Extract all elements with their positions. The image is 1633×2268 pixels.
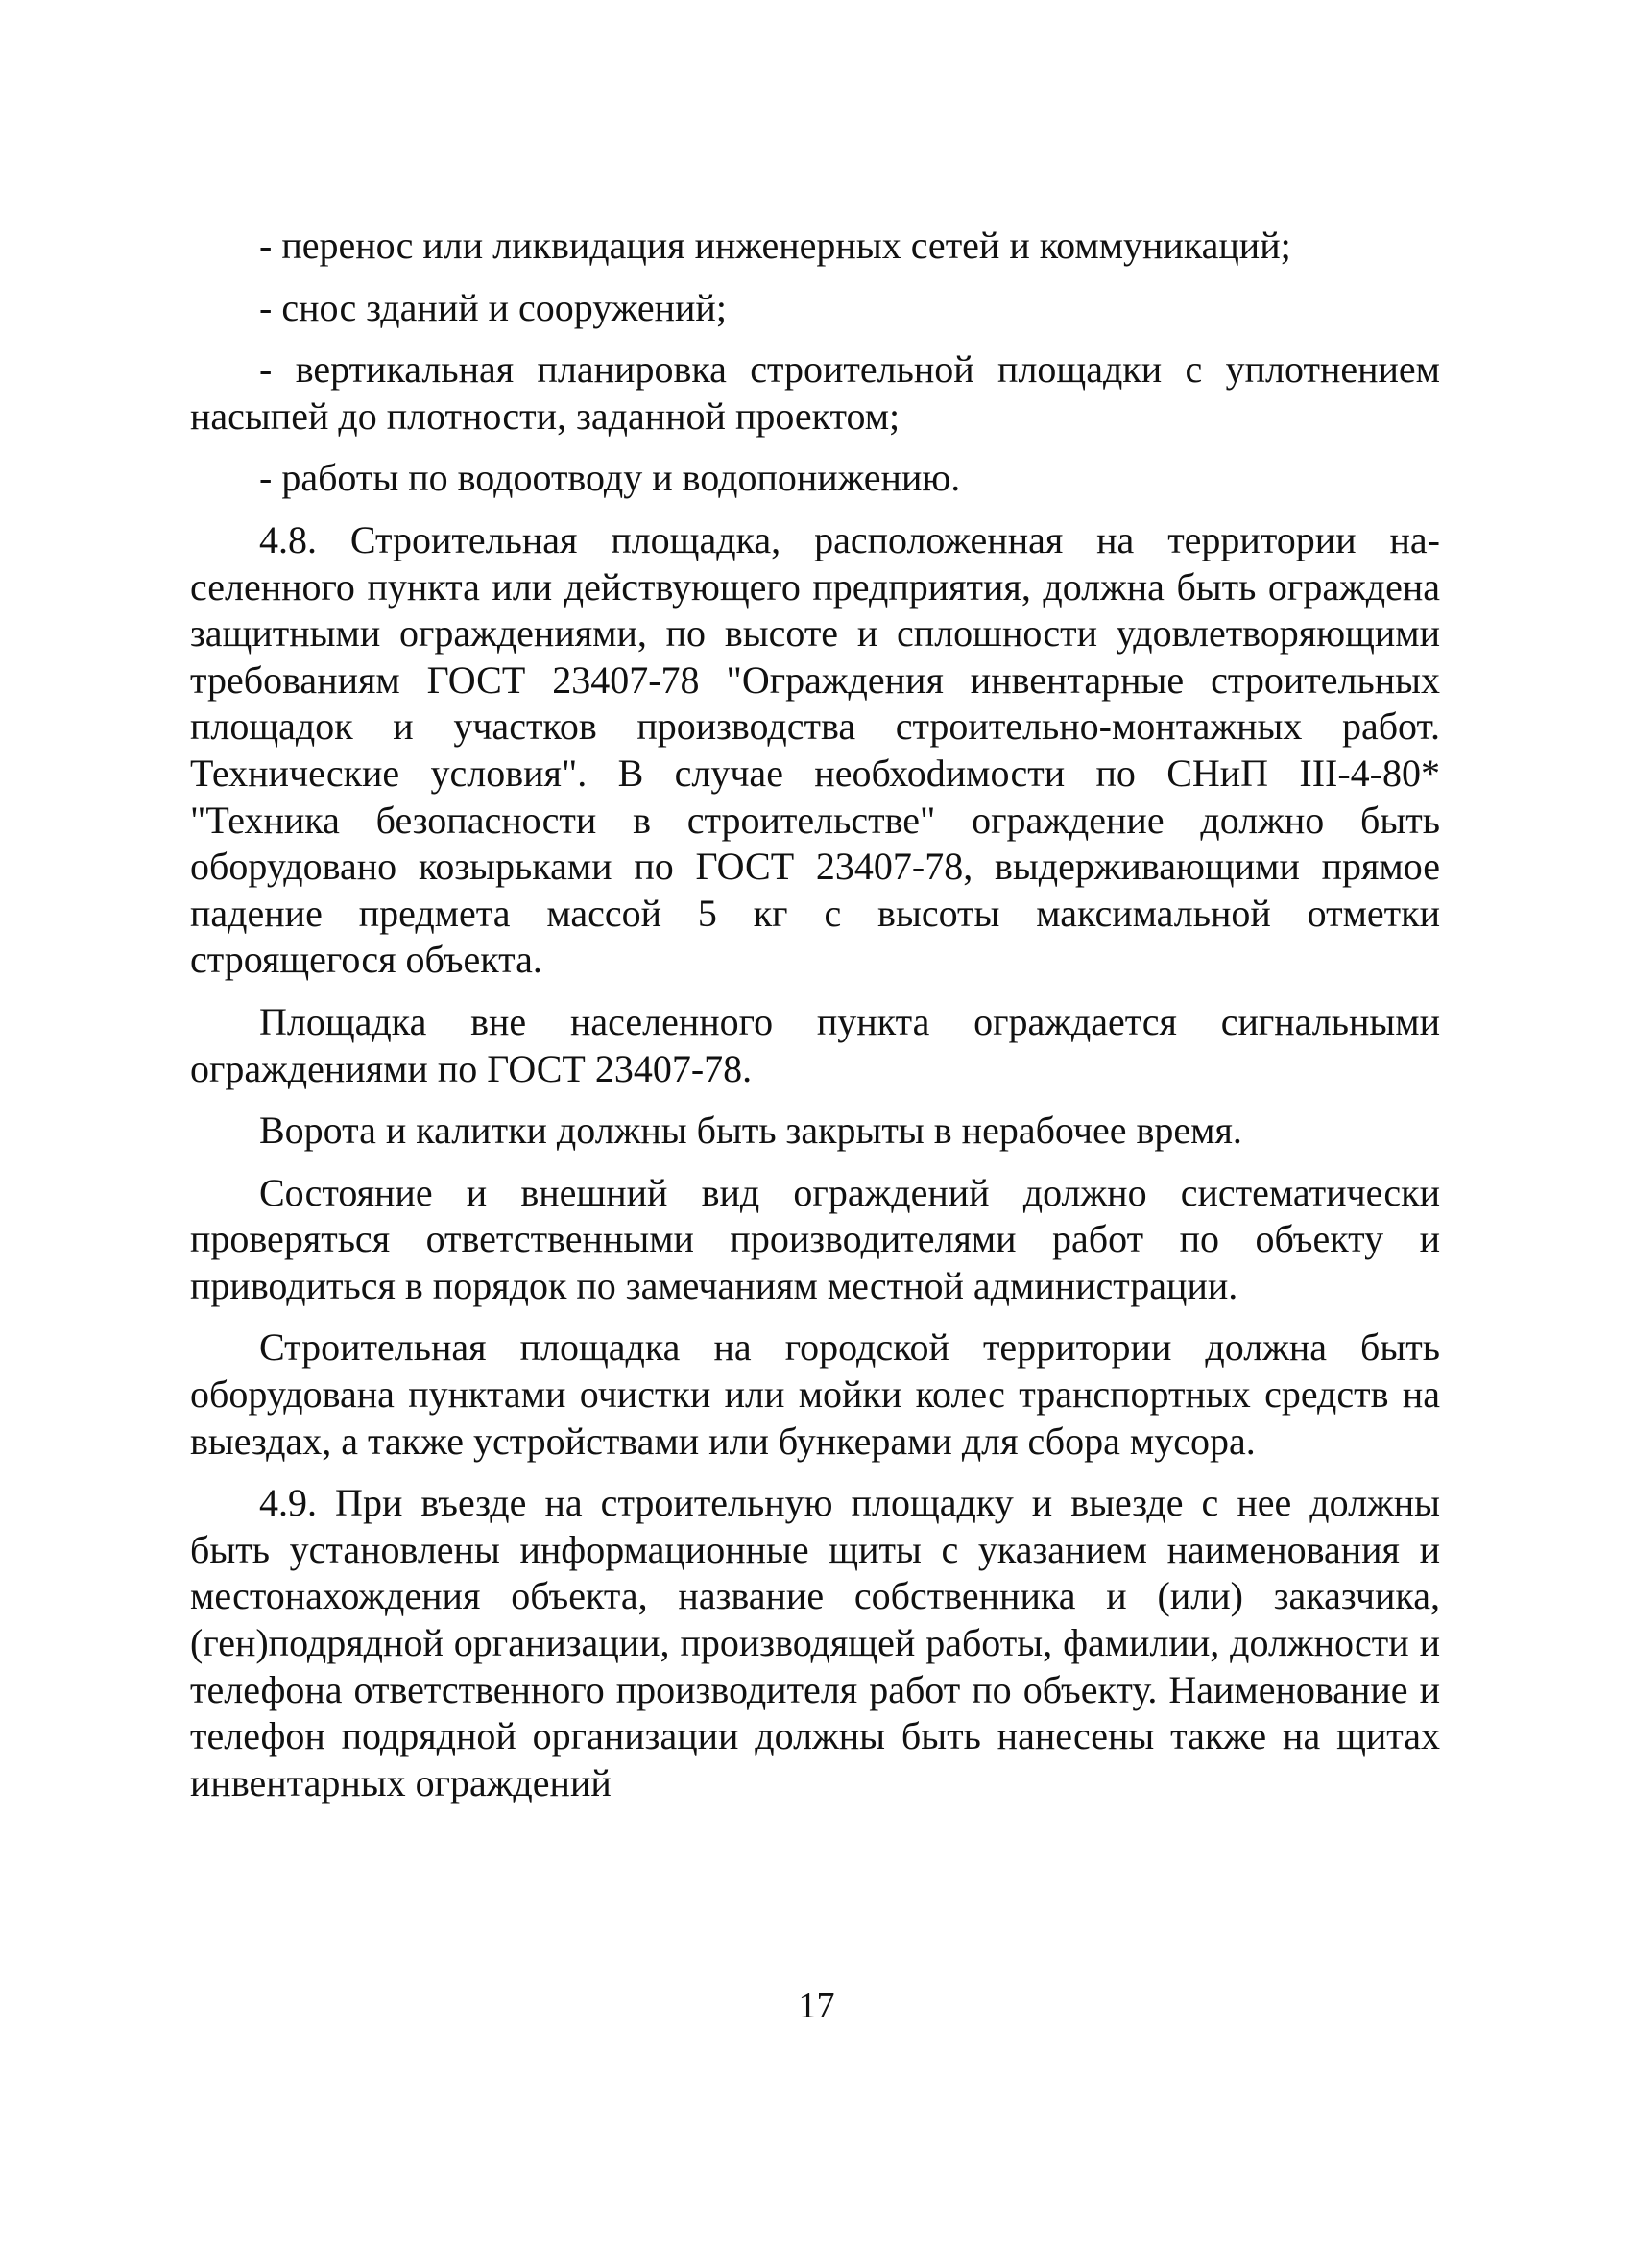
list-item-drainage: - работы по водоотводу и водопонижению. (259, 456, 961, 500)
paragraph-gates: Ворота и калитки должны быть закрыты в нерабочее время. (259, 1109, 1242, 1153)
page-number: 17 (798, 1986, 835, 2026)
paragraph-signal-fencing: Площадка вне населенного пункта ограждается сигнальными ограждениями по ГОСТ 23407-78. (190, 999, 1440, 1090)
list-item-demolition: - снос зданий и сооружений; (259, 285, 727, 329)
body-text (190, 223, 1440, 1822)
list-item-vertical-planning: - вертикальная планировка строительной площадки с уплотнением насыпей до плотности, заданной проектом; (190, 347, 1440, 438)
paragraph-wheel-washing: Строительная площадка на городской территории должна быть оборудована пунктами очистки или мойки колес транспортных средств на выездах, а также устройствами или бункерами для сбора мусора. (190, 1325, 1440, 1463)
paragraph-4-9-info-boards: 4.9. При въезде на строительную площадку и выезде с нее должны быть установлены информационные щиты с указанием наименования и местонахождения объекта, название собственника и (или) заказчика, (ген)подрядной организации, производящей работы, фамилии, должности и телефона ответственного производителя работ по объекту. Наименование и телефон подрядной организации должны быть нанесены также на щитах инвентарных ограждений (190, 1481, 1440, 1804)
paragraph-4-8-fencing: 4.8. Строительная площадка, расположенная на территории населенного пункта или действующего предприятия, должна быть ограждена защитными ограждениями, по высоте и сплошности удовлетворяющими требованиям ГОСТ 23407-78 "Ограждения инвентарные строительных площадок и участков производства строительно-монтажных работ. Технические условия". В случае необхоdимости по СНиП III-4-80* "Техника безопасности в строительстве" ограждение должно быть оборудовано козырьками по ГОСТ 23407-78, выдерживающими прямое падение предмета массой 5 кг с высоты максимальной отметки строящегося объекта. (190, 517, 1440, 982)
paragraph-fence-condition: Состояние и внешний вид ограждений должно систематически проверяться ответственными производителями работ по объекту и приводиться в порядок по замечаниям местной администрации. (190, 1170, 1440, 1307)
list-item-relocation-networks: - перенос или ликвидация инженерных сетей и коммуникаций; (259, 224, 1291, 267)
